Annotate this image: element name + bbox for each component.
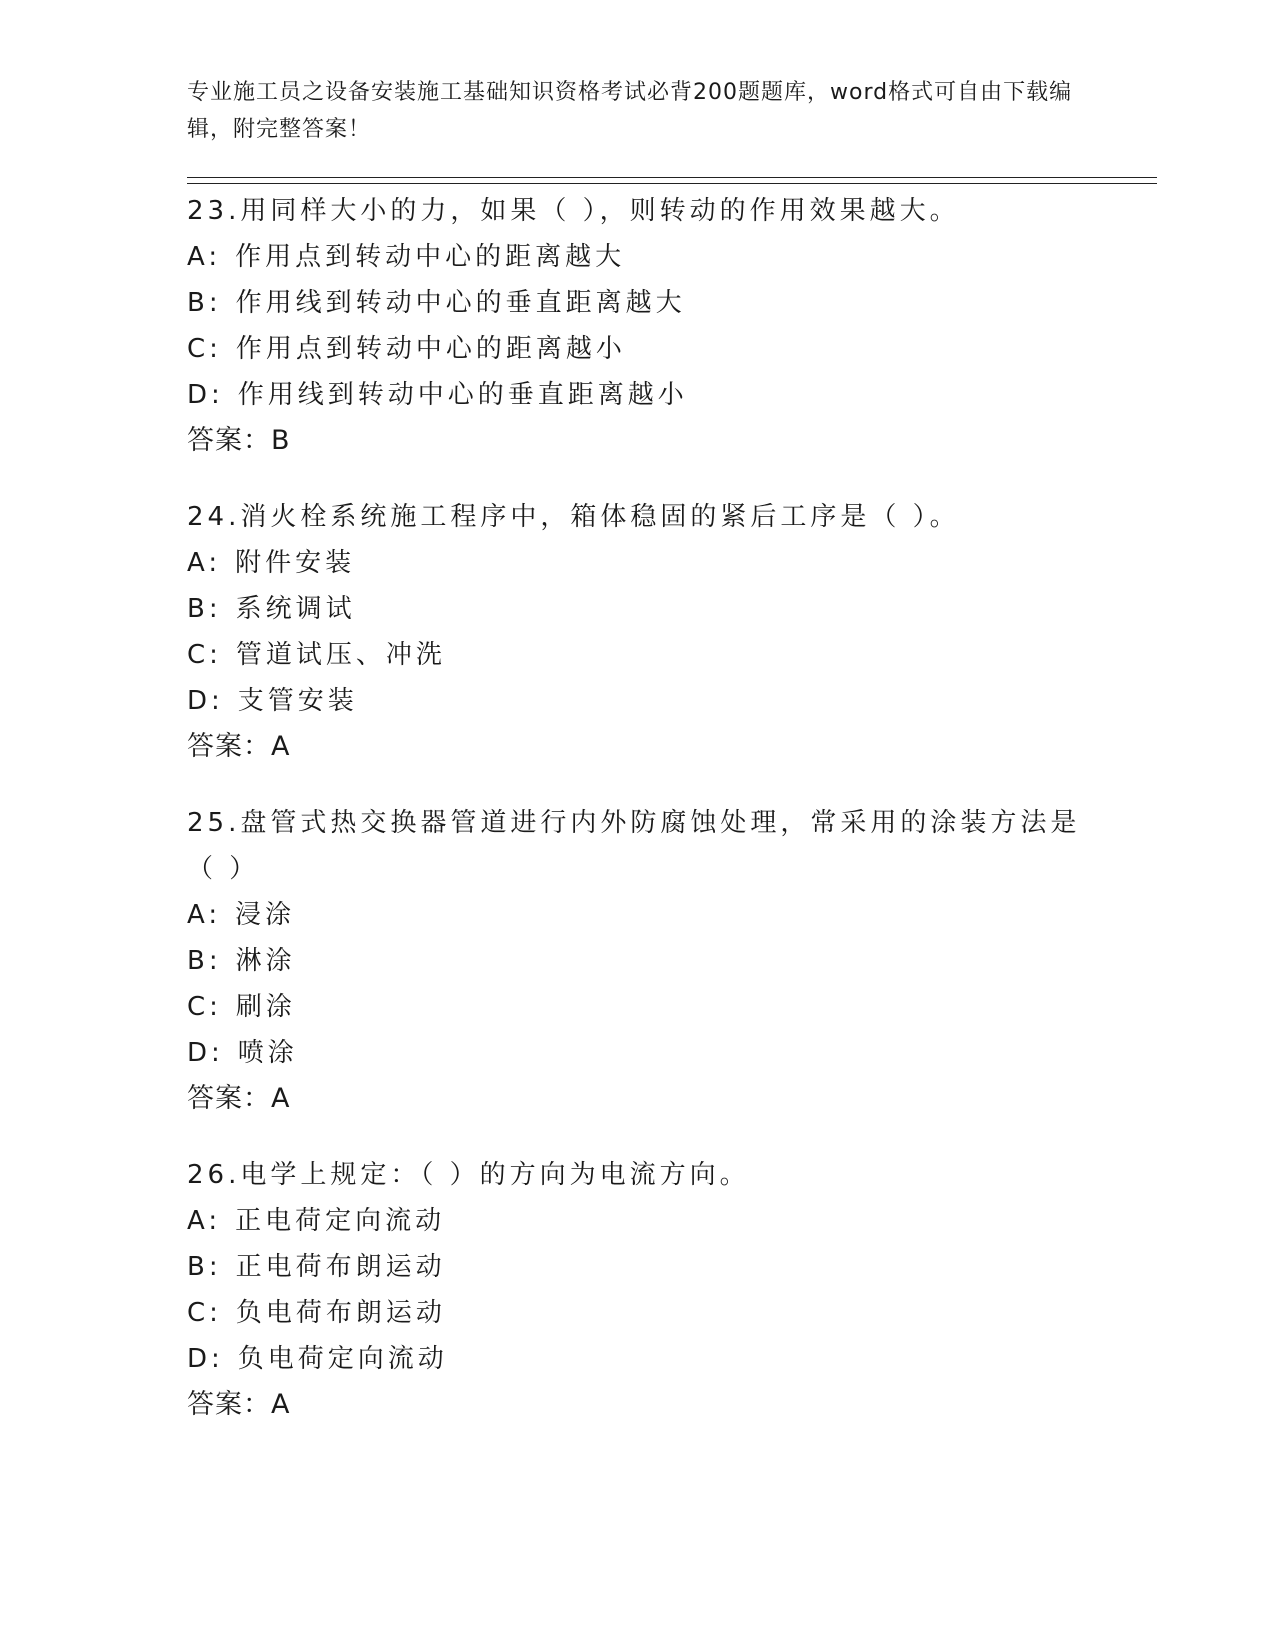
option-label: D: [187,686,224,716]
option-label: B: [187,288,222,318]
option-label: A: [187,900,222,930]
option-label: C: [187,992,222,1022]
question-26 [187,1152,1087,1428]
option-text: 附件安装 [235,548,356,578]
question-stem: 25.盘管式热交换器管道进行内外防腐蚀处理，常采用的涂装方法是（ ） [187,808,1081,884]
option-b [187,1244,1087,1290]
option-label: C: [187,1298,222,1328]
option-label: C: [187,334,222,364]
option-label: A: [187,1206,222,1236]
header-divider-bottom [187,183,1157,184]
option-label: D: [187,1344,224,1374]
option-d [187,372,1087,418]
option-label: B: [187,594,222,624]
option-text: 浸涂 [235,900,296,930]
option-label: C: [187,640,222,670]
option-b [187,280,1087,326]
answer-line: 答案：B [187,425,291,456]
option-text: 作用点到转动中心的距离越大 [235,242,626,272]
option-d [187,1336,1087,1382]
option-label: A: [187,548,222,578]
option-text: 正电荷定向流动 [235,1206,446,1236]
answer-line: 答案：A [187,1083,291,1114]
option-text: 作用点到转动中心的距离越小 [235,334,626,364]
option-text: 负电荷布朗运动 [235,1298,446,1328]
option-text: 管道试压、冲洗 [235,640,446,670]
option-text: 喷涂 [237,1038,298,1068]
option-text: 作用线到转动中心的垂直距离越大 [235,288,686,318]
option-label: D: [187,1038,224,1068]
option-label: D: [187,380,224,410]
option-text: 系统调试 [235,594,356,624]
answer-line: 答案：A [187,1389,291,1420]
header-divider-top [187,177,1157,178]
option-a [187,892,1087,938]
option-text: 正电荷布朗运动 [235,1252,446,1282]
option-text: 负电荷定向流动 [237,1344,448,1374]
answer-line: 答案：A [187,731,291,762]
document-header: 专业施工员之设备安装施工基础知识资格考试必背200题题库，word格式可自由下载编辑，附完整答案！ [187,80,1073,142]
option-text: 刷涂 [235,992,296,1022]
question-23 [187,188,1087,464]
option-c [187,984,1087,1030]
option-a [187,234,1087,280]
option-label: B: [187,1252,222,1282]
option-a [187,540,1087,586]
option-d [187,678,1087,724]
option-label: A: [187,242,222,272]
option-text: 淋涂 [235,946,296,976]
question-stem: 23.用同样大小的力，如果（ ），则转动的作用效果越大。 [187,196,960,226]
option-d [187,1030,1087,1076]
question-stem: 24.消火栓系统施工程序中，箱体稳固的紧后工序是（ ）。 [187,502,960,532]
option-text: 作用线到转动中心的垂直距离越小 [237,380,688,410]
option-b [187,586,1087,632]
question-list [187,188,1087,1458]
option-c [187,326,1087,372]
option-c [187,632,1087,678]
option-c [187,1290,1087,1336]
option-text: 支管安装 [237,686,358,716]
option-label: B: [187,946,222,976]
question-stem: 26.电学上规定：（ ）的方向为电流方向。 [187,1160,750,1190]
question-24 [187,494,1087,770]
option-a [187,1198,1087,1244]
option-b [187,938,1087,984]
question-25 [187,800,1087,1122]
